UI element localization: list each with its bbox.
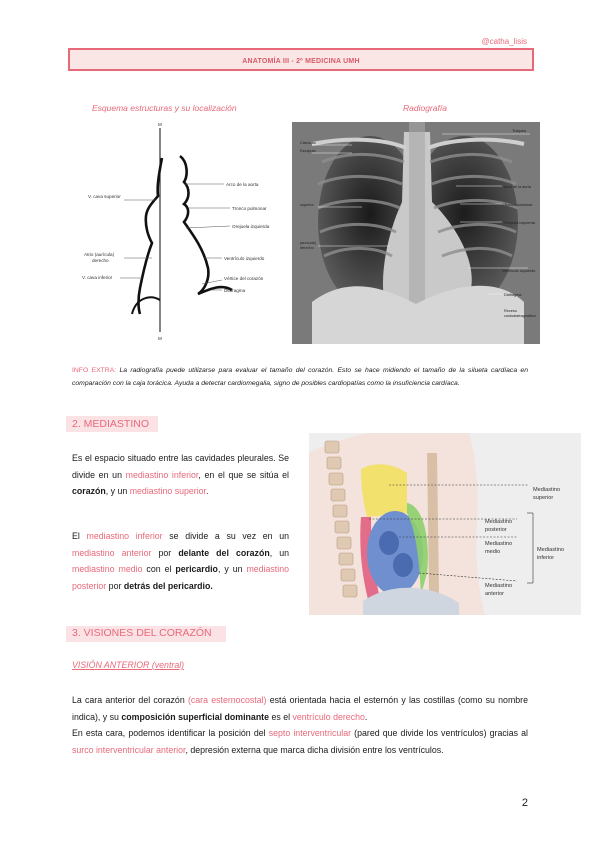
highlight-term: (cara esternocostal): [187, 695, 267, 705]
bold-term: detrás del pericardio.: [123, 580, 213, 591]
mediastino-paragraph-2: [72, 528, 289, 594]
label-vena-cava-inferior: V. cava inferior: [82, 275, 113, 280]
subsection-vision-anterior: VISIÓN ANTERIOR (ventral): [72, 660, 185, 670]
label-mediastino-posterior-2: posterior: [485, 527, 507, 533]
info-extra-note: [72, 364, 528, 390]
label-vena-cava-superior: V. cava superior: [88, 194, 121, 199]
highlight-term: mediastino inferior: [86, 531, 163, 541]
mediastinum-illustration: [309, 433, 581, 615]
xray-label-superior: superior: [300, 203, 314, 207]
xray-label-escapula: Escápula: [300, 149, 316, 153]
midline-top-label: M: [158, 122, 162, 127]
label-tronco-pulmonar: Tronco pulmonar: [232, 206, 267, 211]
xray-caption: Radiografía: [403, 103, 447, 113]
text-run: por: [106, 580, 124, 591]
chest-xray-image: [292, 122, 540, 344]
bold-term: composición superficial dominante: [121, 711, 270, 722]
author-handle: @catha_lisis: [481, 37, 527, 46]
xray-label-auricula: (aurícula): [300, 241, 317, 245]
region-superior: [361, 464, 407, 517]
label-mediastino-medio-1: Mediastino: [485, 541, 513, 547]
text-run: con el: [142, 564, 176, 574]
highlight-term: mediastino anterior: [72, 547, 152, 558]
highlight-term: ventrículo derecho: [292, 711, 365, 722]
text-run: .: [205, 486, 209, 496]
heart-silhouette-diagram: [72, 118, 297, 344]
mediastino-paragraph-1: [72, 450, 289, 500]
text-run: La cara anterior del corazón: [72, 695, 188, 705]
label-mediastino-superior-2: superior: [533, 495, 554, 501]
section-heading-mediastino: 2. MEDIASTINO: [72, 418, 150, 430]
highlight-term: surco interventricular anterior: [72, 744, 186, 755]
text-run: El: [72, 531, 87, 541]
bold-term: corazón: [72, 486, 106, 496]
diaphragm-right: [132, 297, 160, 314]
label-atrio: Atrio (aurícula): [84, 252, 115, 257]
text-run: , y un: [217, 564, 247, 574]
label-ventriculo-izquierdo: Ventrículo izquierdo: [224, 256, 265, 261]
text-run: , depresión externa que marca dicha división entre los ventrículos.: [185, 744, 444, 755]
xray-label-derecho: derecho: [300, 246, 314, 250]
text-run: es el: [269, 711, 293, 722]
label-mediastino-medio-2: medio: [485, 549, 501, 555]
label-arco-aorta: Arco de la aorta: [226, 182, 259, 187]
text-run: por: [151, 547, 179, 558]
midline-bottom-label: M: [158, 336, 162, 341]
text-run: En esta cara, podemos identificar la posición del: [72, 728, 269, 738]
info-extra-text: La radiografía puede utilizarse para evaluar el tamaño del corazón. Esto se hace midiendo el tamaño de la silueta cardíaca en comparación con la caja torácica. Ayuda a detectar cardiomegalia, signo de posibles cardiopatías como la insuficiencia cardíaca.: [72, 367, 528, 387]
label-mediastino-inferior-1: Mediastino: [537, 547, 565, 553]
label-diafragma: Diafragma: [224, 288, 246, 293]
xray-label-diafragma: Diafragma: [504, 293, 522, 297]
label-mediastino-superior-1: Mediastino: [533, 487, 561, 493]
label-mediastino-posterior-1: Mediastino: [485, 519, 513, 525]
xray-label-arco-aorta: Arco de la aorta: [504, 185, 531, 189]
xray-label-ventriculo: Ventrículo izquierdo: [502, 269, 536, 273]
label-mediastino-inferior-2: inferior: [537, 555, 555, 561]
diagram-caption: Esquema estructuras y su localización: [92, 103, 237, 113]
label-mediastino-anterior-2: anterior: [485, 591, 504, 597]
xray-label-clavicula: Clavícula: [300, 141, 316, 145]
right-heart-border: [139, 158, 163, 314]
text-run: , en el que se sitúa el: [198, 469, 290, 480]
label-orejuela-izquierda: Orejuela izquierda: [232, 224, 270, 229]
text-run: se divide a su vez en un: [162, 531, 290, 541]
xray-label-receso: Receso: [504, 309, 517, 313]
xray-label-costodiafragmatico: costodiafragmático: [504, 314, 536, 318]
info-extra-label: INFO EXTRA:: [72, 367, 117, 374]
xray-label-traquea: Tráquea: [512, 129, 527, 133]
text-run: está orientada hacia el esternón y las costillas (como su nombre indica), y su: [72, 695, 528, 722]
text-run: (pared que divide los ventrículos) gracias al: [351, 728, 528, 738]
highlight-term: mediastino inferior: [125, 469, 199, 480]
bold-term: delante del corazón: [178, 547, 270, 558]
xray-label-tronco-pulmonar: Tronco pulmonar: [504, 203, 533, 207]
left-heart-border: [180, 156, 232, 294]
label-mediastino-anterior-1: Mediastino: [485, 583, 513, 589]
page-header-title: ANATOMÍA III - 2º MEDICINA UMH: [242, 58, 360, 65]
text-run: Es el espacio situado entre las cavidades pleurales. Se divide en un: [72, 453, 289, 480]
highlight-term: mediastino posterior: [72, 564, 289, 591]
text-run: , un: [269, 547, 290, 558]
vision-anterior-paragraph: [72, 692, 528, 758]
text-run: , y un: [105, 486, 130, 496]
page-header: [68, 48, 534, 71]
page-number: 2: [521, 797, 528, 809]
xray-label-orejuela: Orejuela izquierda: [504, 221, 535, 225]
highlight-term: septo interventricular: [268, 728, 352, 738]
text-run: .: [364, 711, 368, 722]
label-vertice-corazon: Vértice del corazón: [224, 276, 264, 281]
section-heading-visiones: 3. VISIONES DEL CORAZÓN: [72, 627, 212, 639]
bold-term: pericardio: [175, 564, 218, 574]
highlight-term: mediastino superior: [129, 486, 206, 496]
highlight-term: mediastino medio: [72, 564, 143, 574]
label-atrio-derecho: derecho: [92, 258, 109, 263]
